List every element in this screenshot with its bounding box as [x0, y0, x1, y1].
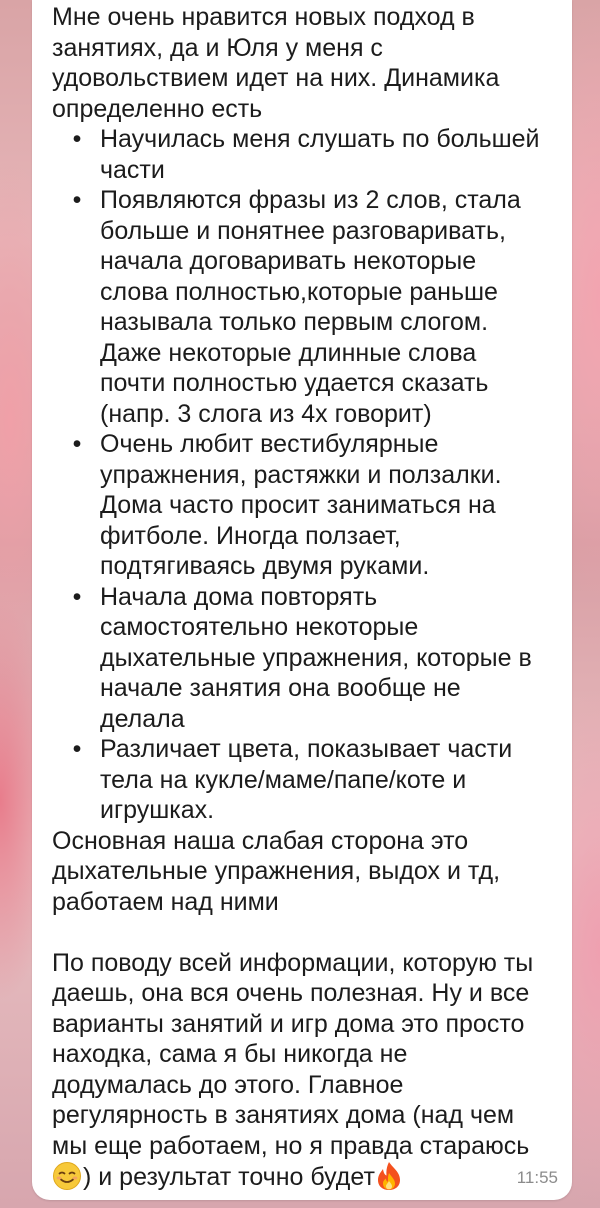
text-line: регулярность в занятиях дома (над чем: [52, 1101, 515, 1129]
text-line: находка, сама я бы никогда не: [52, 1040, 408, 1068]
list-item: [52, 124, 567, 185]
text-line: упражнения, растяжки и ползалки.: [100, 460, 502, 489]
text-line: даешь, она вся очень полезная. Ну и все: [52, 979, 530, 1007]
bullet-icon: •: [72, 186, 82, 214]
text-line: Появляются фразы из 2 слов, стала: [100, 186, 521, 214]
text-line: начала договаривать некоторые: [100, 247, 477, 275]
text-line: игрушках.: [100, 796, 215, 824]
text-line: почти полностью удается сказать: [100, 369, 489, 397]
text-line: (напр. 3 слога из 4х говорит): [100, 399, 432, 428]
text-line-with-emoji: [52, 1161, 567, 1193]
text-line: начале занятия она вообще не: [100, 674, 461, 702]
list-item: [52, 429, 567, 582]
text-line: работаем над ними: [52, 887, 279, 916]
relieved-smiling-face-icon: [52, 1161, 82, 1191]
text-line: Мне очень нравится новых подход в: [52, 3, 475, 31]
text-line: тела на кукле/маме/папе/коте и: [100, 765, 467, 794]
text-line: дыхательные упражнения, выдох и тд,: [52, 857, 501, 885]
list-item: [52, 185, 567, 429]
text-line: варианты занятий и игр дома это просто: [52, 1009, 525, 1038]
text-line: Начала дома повторять: [100, 582, 378, 611]
list-item: [52, 734, 567, 826]
message-text: [52, 2, 567, 1193]
text-line: дыхательные упражнения, которые в: [100, 643, 532, 672]
text-line: больше и понятнее разговаривать,: [100, 216, 506, 245]
text-line: слова полностью,которые раньше: [100, 277, 498, 306]
bullet-icon: •: [72, 582, 82, 611]
text-line: фитболе. Иногда ползает,: [100, 521, 401, 550]
text-line: подтягиваясь двумя руками.: [100, 552, 430, 580]
text-line: называла только первым слогом.: [100, 308, 489, 336]
text-line: самостоятельно некоторые: [100, 613, 419, 641]
progress-list: [52, 124, 567, 826]
intro-paragraph: [52, 2, 567, 124]
text-line: занятиях, да и Юля у меня с: [52, 33, 383, 62]
feedback-paragraph: [52, 948, 567, 1193]
blank-line: [52, 917, 567, 948]
text-line: Даже некоторые длинные слова: [100, 338, 477, 367]
bullet-icon: •: [72, 735, 82, 763]
weakness-paragraph: [52, 826, 567, 918]
text-line: Научилась меня слушать по большей: [100, 125, 540, 153]
message-bubble[interactable]: [32, 0, 572, 1200]
bullet-icon: •: [72, 430, 82, 458]
text-line: Различает цвета, показывает части: [100, 735, 513, 763]
text-line: части: [100, 155, 165, 184]
text-line: По поводу всей информации, которую ты: [52, 948, 534, 977]
text-line: Основная наша слабая сторона это: [52, 826, 469, 855]
text-line: удовольствием идет на них. Динамика: [52, 64, 500, 92]
text-line: Очень любит вестибулярные: [100, 430, 439, 458]
fire-icon: [376, 1161, 402, 1191]
message-timestamp: 11:55: [516, 1168, 558, 1187]
bullet-icon: •: [72, 125, 82, 153]
list-item: [52, 582, 567, 735]
text-line: додумалась до этого. Главное: [52, 1070, 404, 1099]
text-line: Дома часто просит заниматься на: [100, 491, 496, 519]
text-fragment: ) и результат точно будет: [83, 1163, 375, 1191]
text-line: мы еще работаем, но я правда стараюсь: [52, 1131, 530, 1160]
text-line: делала: [100, 704, 185, 733]
text-line: определенно есть: [52, 94, 263, 123]
